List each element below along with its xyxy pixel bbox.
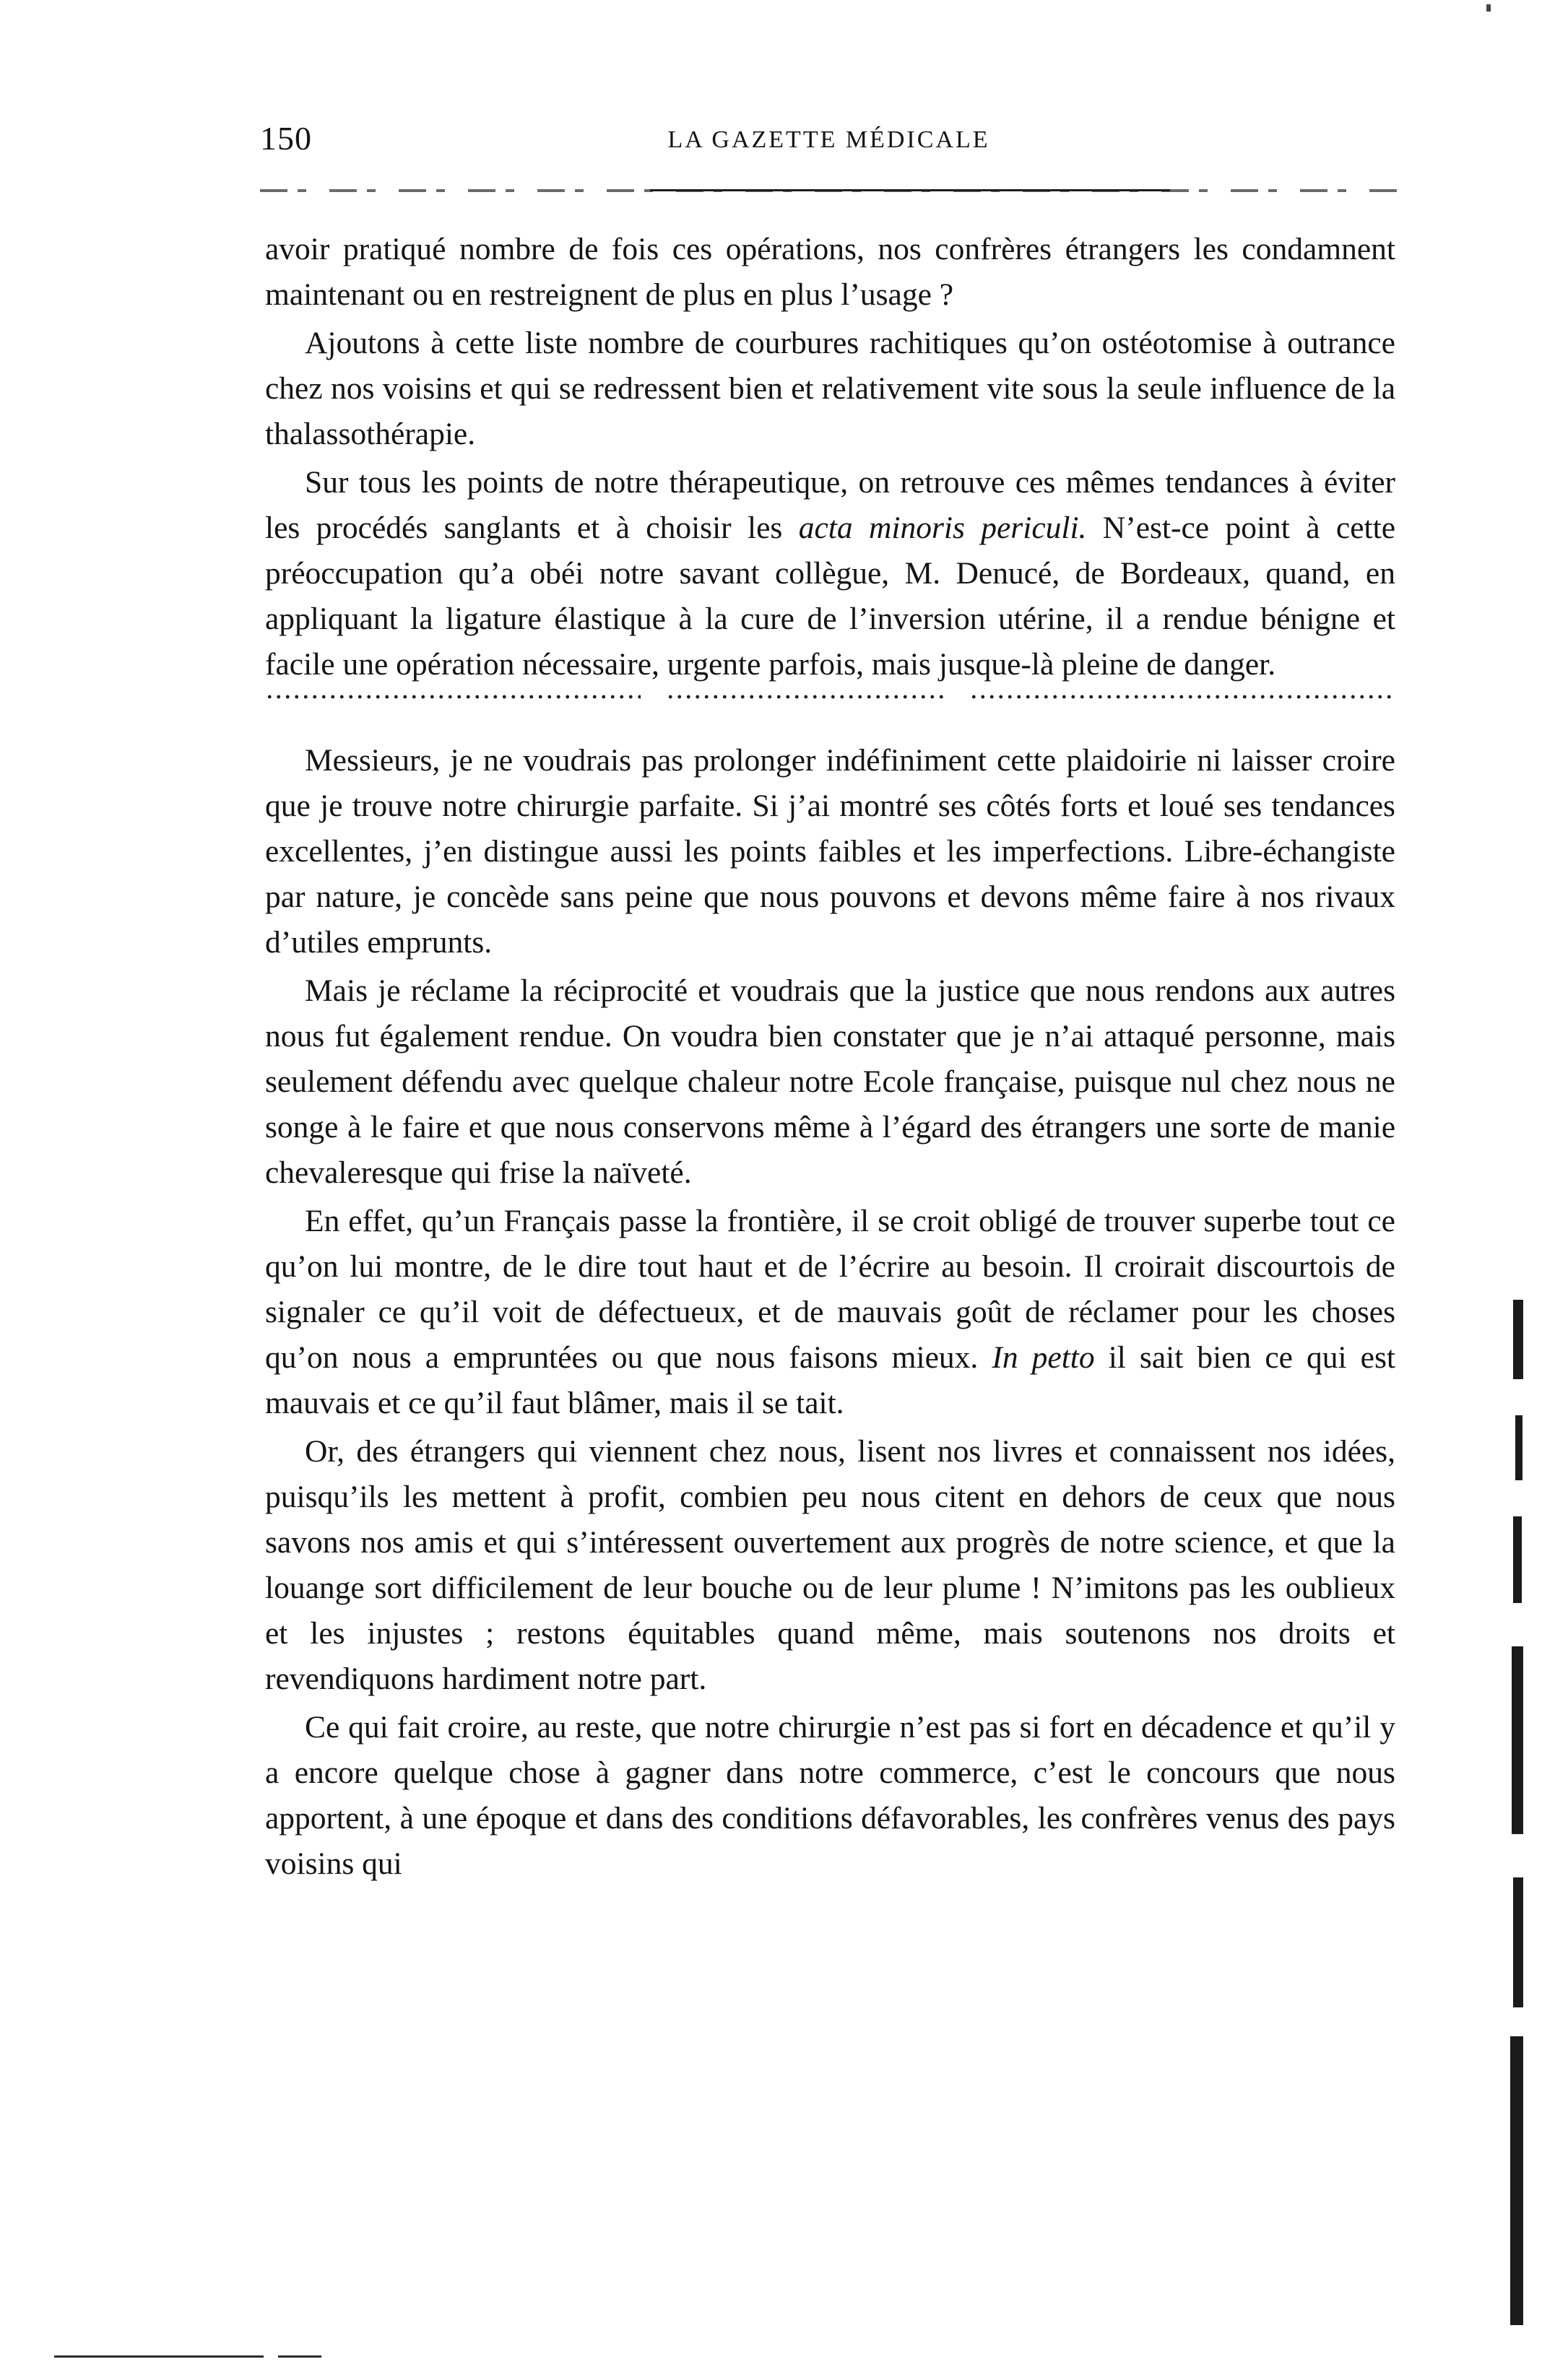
binding-edge-mark (1513, 1877, 1523, 2007)
paragraph (265, 1199, 1395, 1426)
dot-leader (265, 695, 641, 699)
binding-edge-mark (1512, 1646, 1523, 1834)
corner-mark (1486, 4, 1491, 12)
running-title: LA GAZETTE MÉDICALE (667, 126, 990, 153)
paragraph-text: Sur tous les points de notre thérapeutique, on retrouve ces mêmes tendances à éviter les procédés sanglants et à choisir les (265, 465, 1395, 545)
paragraph: avoir pratiqué nombre de fois ces opérations, nos confrères étrangers les condamnent maintenant ou en restreignent de plus en plus l’usage ? (265, 232, 1395, 312)
footer-rule (54, 2355, 264, 2358)
latin-phrase: In petto (992, 1340, 1095, 1375)
latin-phrase: acta minoris periculi. (798, 511, 1087, 545)
paragraph-text: N’est-ce point à cette préoccupation qu’a obéi notre savant collègue, M. Denucé, de Bordeaux, quand, en appliquant la ligature élastique à la cure de l’inversion utérine, il a rendue bénigne et facile une opération nécessaire, urgente parfois, mais jusque-là pleine de danger. (265, 511, 1396, 682)
page-header (260, 117, 1398, 160)
binding-edge-mark (1515, 1415, 1522, 1480)
body-text (265, 227, 1395, 1890)
paragraph-text: il sait bien ce qui est mauvais et ce qu’il faut blâmer, mais il se tait. (265, 1340, 1395, 1420)
dot-leader (666, 695, 948, 699)
footer-rule (278, 2355, 321, 2358)
binding-edge-mark (1513, 1516, 1522, 1603)
binding-edge-mark (1513, 1300, 1523, 1379)
dot-leader (969, 695, 1395, 699)
paragraph: Or, des étrangers qui viennent chez nous, lisent nos livres et connaissent nos idées, puisqu’ils les mettent à profit, combien peu nous citent en dehors de ceux que nous savons nos amis et qui s’intéressent ouvertement aux progrès de notre science, et que la louange sort difficilement de leur bouche ou de leur plume ! N’imitons pas les oublieux et les injustes ; restons équitables quand même, mais soutenons nos droits et revendiquons hardiment notre part. (265, 1434, 1395, 1696)
paragraph: Messieurs, je ne voudrais pas prolonger indéfiniment cette plaidoirie ni laisser croire que je trouve notre chirurgie parfaite. Si j’ai montré ses côtés forts et loué ses tendances excellentes, j’en distingue aussi les points faibles et les imperfections. Libre-échangiste par nature, je concède sans peine que nous pouvons et devons même faire à nos rivaux d’utiles emprunts. (265, 743, 1395, 960)
header-rule-solid (650, 189, 1170, 191)
paragraph (265, 460, 1395, 687)
omission-dots (265, 690, 1395, 732)
paragraph-text: En effet, qu’un Français passe la frontière, il se croit obligé de trouver superbe tout ce qu’on lui montre, de le dire tout haut et de l’écrire au besoin. Il croirait discourtois de signaler ce qu’il voit de défectueux, et de mauvais goût de réclamer pour les choses qu’on nous a empruntées ou que nous faisons mieux. (265, 1204, 1395, 1375)
paragraph: Mais je réclame la réciprocité et voudrais que la justice que nous rendons aux autres nous fut également rendue. On voudra bien constater que je n’ai attaqué personne, mais seulement défendu avec quelque chaleur notre Ecole française, puisque nul chez nous ne songe à le faire et que nous conservons même à l’égard des étrangers une sorte de manie chevaleresque qui frise la naïveté. (265, 973, 1395, 1190)
paragraph: Ce qui fait croire, au reste, que notre chirurgie n’est pas si fort en décadence et qu’il y a encore quelque chose à gagner dans notre commerce, c’est le concours que nous apportent, à une époque et dans des conditions défavorables, les confrères venus des pays voisins qui (265, 1710, 1395, 1881)
binding-edge-mark (1510, 2036, 1523, 2325)
paragraph: Ajoutons à cette liste nombre de courbures rachitiques qu’on ostéotomise à outrance chez nos voisins et qui se redressent bien et relativement vite sous la seule influence de la thalassothérapie. (265, 326, 1395, 451)
page-number: 150 (260, 120, 312, 157)
